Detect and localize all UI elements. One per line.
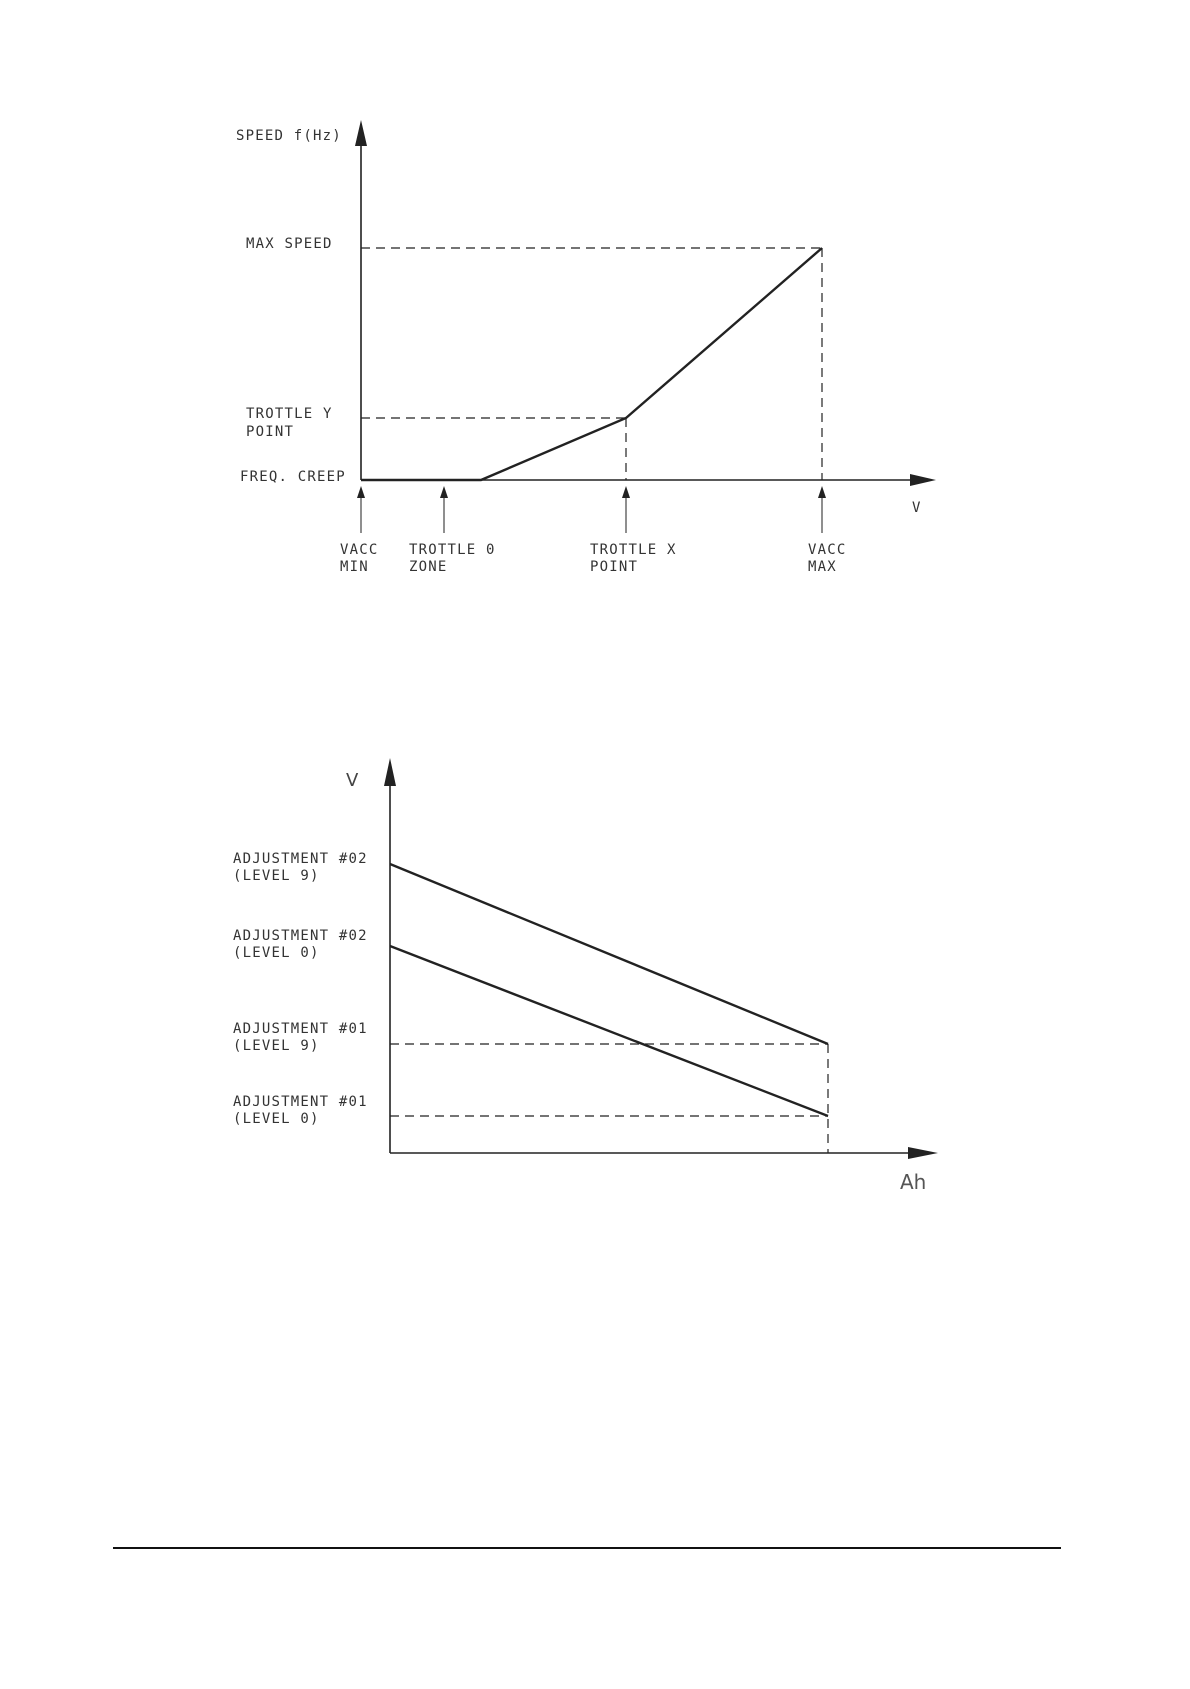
d2-label-adj01-l0-line2: (LEVEL 0) [233, 1111, 320, 1127]
d2-upper-line [390, 864, 828, 1044]
d2-label-adj02-l0-line2: (LEVEL 0) [233, 945, 320, 961]
voltage-vs-ah-diagram [233, 758, 938, 1194]
up-arrow-icon [818, 486, 826, 498]
footer-rule [113, 1547, 1061, 1549]
d1-y-axis-arrow-icon [355, 120, 367, 146]
d1-x-axis-arrow-icon [910, 474, 936, 486]
d1-label-trottle-x-line2: POINT [590, 559, 639, 575]
up-arrow-icon [357, 486, 365, 498]
d1-label-trottle-y-line2: POINT [246, 424, 295, 440]
d1-label-trottle-0-line1: TROTTLE 0 [409, 542, 496, 558]
d2-y-axis-arrow-icon [384, 758, 396, 786]
d1-label-freq-creep: FREQ. CREEP [240, 469, 346, 485]
d1-label-vacc-min-line1: VACC [340, 542, 379, 558]
up-arrow-icon [622, 486, 630, 498]
d1-label-vacc-max-line1: VACC [808, 542, 847, 558]
d1-marker-trottle-0-zone [440, 486, 448, 533]
d2-label-adj01-l9-line1: ADJUSTMENT #01 [233, 1021, 368, 1037]
up-arrow-icon [440, 486, 448, 498]
d1-marker-trottle-x-point [622, 486, 630, 533]
d1-label-trottle-0-line2: ZONE [409, 559, 448, 575]
d2-lower-line [390, 946, 828, 1116]
d1-marker-vacc-max [818, 486, 826, 533]
d1-speed-curve [361, 248, 822, 480]
speed-vs-voltage-diagram [236, 120, 936, 575]
d2-y-axis-title: V [346, 770, 359, 791]
d2-label-adj01-l0-line1: ADJUSTMENT #01 [233, 1094, 368, 1110]
d1-label-trottle-y-line1: TROTTLE Y [246, 406, 333, 422]
d1-x-axis-title: V [912, 500, 922, 516]
d2-label-adj01-l9-line2: (LEVEL 9) [233, 1038, 320, 1054]
d2-x-axis-arrow-icon [908, 1147, 938, 1159]
d1-marker-vacc-min [357, 486, 365, 533]
d2-label-adj02-l9-line2: (LEVEL 9) [233, 868, 320, 884]
d1-label-vacc-min-line2: MIN [340, 559, 369, 575]
d2-label-adj02-l0-line1: ADJUSTMENT #02 [233, 928, 368, 944]
d1-y-axis-title: SPEED f(Hz) [236, 128, 342, 144]
d1-label-vacc-max-line2: MAX [808, 559, 837, 575]
d1-label-max-speed: MAX SPEED [246, 236, 333, 252]
d1-label-trottle-x-line1: TROTTLE X [590, 542, 677, 558]
d2-x-axis-title: Ah [900, 1170, 927, 1194]
d2-label-adj02-l9-line1: ADJUSTMENT #02 [233, 851, 368, 867]
